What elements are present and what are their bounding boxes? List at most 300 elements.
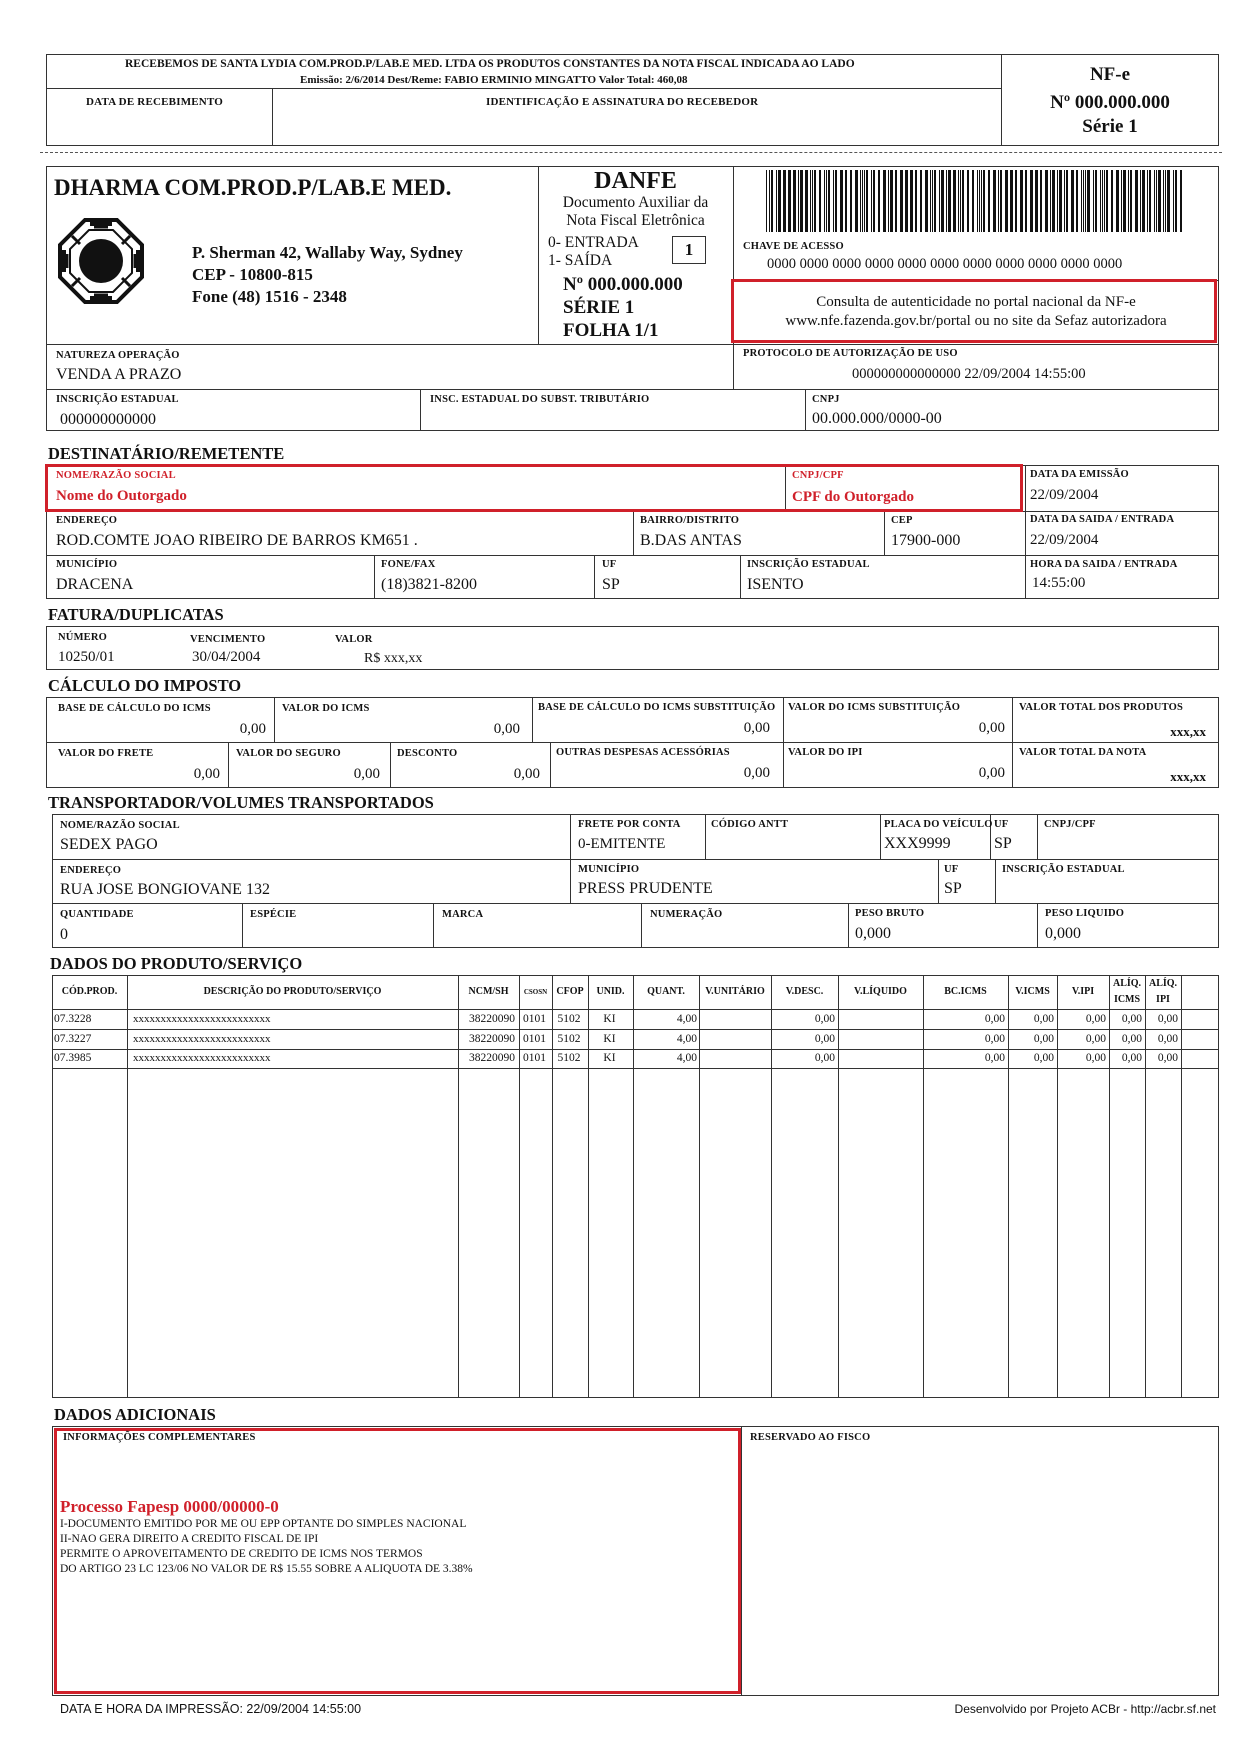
cell-aicms: 0,00 xyxy=(1121,1052,1142,1064)
fatura-numero-value: 10250/01 xyxy=(58,649,115,665)
barcode-bar xyxy=(1175,170,1177,232)
cell-aipi: 0,00 xyxy=(1157,1052,1178,1064)
barcode-bar xyxy=(1140,170,1141,232)
barcode-bar xyxy=(988,170,990,232)
access-key-value: 0000 0000 0000 0000 0000 0000 0000 0000 0000 0000 0000 xyxy=(767,256,1123,272)
barcode-bar xyxy=(771,170,773,232)
canhoto-emission-line: Emissão: 2/6/2014 Dest/Reme: FABIO ERMINIO MINGATTO Valor Total: 460,08 xyxy=(300,74,688,86)
th-csosn: CSOSN xyxy=(523,988,548,996)
barcode-bar xyxy=(845,170,847,232)
transp-end-value: RUA JOSE BONGIOVANE 132 xyxy=(60,881,270,898)
cell-ncm: 38220090 xyxy=(469,1013,515,1025)
cell-vicms: 0,00 xyxy=(1033,1013,1054,1025)
transporte-section-title: TRANSPORTADOR/VOLUMES TRANSPORTADOS xyxy=(48,793,434,812)
transp-qtd-value: 0 xyxy=(60,926,68,943)
barcode-bar xyxy=(981,170,982,232)
barcode-bar xyxy=(977,170,978,232)
barcode-bar xyxy=(1173,170,1174,232)
barcode-bar xyxy=(1158,170,1161,232)
access-key-barcode xyxy=(766,170,1184,232)
cell-ncm: 38220090 xyxy=(469,1032,515,1045)
barcode-bar xyxy=(864,170,865,232)
barcode-bar xyxy=(1167,170,1170,232)
cell-bc: 0,00 xyxy=(984,1052,1005,1064)
cell-qtd: 4,00 xyxy=(676,1052,697,1064)
barcode-bar xyxy=(920,170,922,232)
emitente-name: DHARMA COM.PROD.P/LAB.E MED. xyxy=(54,175,452,200)
dest-municipio-value: DRACENA xyxy=(56,576,134,593)
barcode-bar xyxy=(972,170,974,232)
barcode-bar xyxy=(910,170,913,232)
destinatario-highlight xyxy=(45,464,1023,512)
info-line-2: II-NAO GERA DIREITO A CREDITO FISCAL DE IPI xyxy=(60,1533,319,1545)
transp-cnpj-label: CNPJ/CPF xyxy=(1044,819,1096,830)
barcode-bar xyxy=(866,170,868,232)
th-vunit: V.UNITÁRIO xyxy=(705,986,765,997)
bc-icms-value: 0,00 xyxy=(239,721,266,737)
frete-label: VALOR DO FRETE xyxy=(58,748,154,759)
date-received-field[interactable] xyxy=(48,110,270,144)
cell-un: KI xyxy=(603,1052,616,1064)
barcode-bar xyxy=(1093,170,1094,232)
danfe-subtitle-1: Documento Auxiliar da xyxy=(562,194,709,211)
cell-bc: 0,00 xyxy=(984,1013,1005,1025)
cnpj-label: CNPJ xyxy=(812,394,840,405)
emitente-phone: Fone (48) 1516 - 2348 xyxy=(192,287,347,306)
dest-cnpj-label: CNPJ/CPF xyxy=(792,470,844,481)
barcode-bar xyxy=(895,170,897,232)
th-ncm: NCM/SH xyxy=(468,986,509,997)
barcode-bar xyxy=(890,170,893,232)
barcode-bar xyxy=(1123,170,1126,232)
danfe-tipo: 1 xyxy=(684,240,694,259)
outras-value: 0,00 xyxy=(743,765,770,781)
th-cod: CÓD.PROD. xyxy=(61,986,118,997)
ipi-value: 0,00 xyxy=(978,765,1005,781)
cell-un: KI xyxy=(603,1032,616,1045)
barcode-bar xyxy=(1000,170,1002,232)
emitente-address: P. Sherman 42, Wallaby Way, Sydney xyxy=(192,243,463,262)
cell-vdesc: 0,00 xyxy=(814,1013,835,1025)
dest-saida-label: DATA DA SAIDA / ENTRADA xyxy=(1030,514,1175,525)
barcode-bar xyxy=(769,170,770,232)
transp-numer-label: NUMERAÇÃO xyxy=(650,909,723,920)
dest-cnpj-value: CPF do Outorgado xyxy=(792,489,914,505)
cell-ncm: 38220090 xyxy=(469,1052,515,1064)
barcode-bar xyxy=(1147,170,1148,232)
v-icms-value: 0,00 xyxy=(493,721,520,737)
barcode-bar xyxy=(871,170,872,232)
barcode-bar xyxy=(1020,170,1023,232)
barcode-bar xyxy=(1030,170,1033,232)
barcode-bar xyxy=(1111,170,1113,232)
barcode-bar xyxy=(993,170,996,232)
info-complementares-label: INFORMAÇÕES COMPLEMENTARES xyxy=(63,1432,256,1443)
produtos-section-title: DADOS DO PRODUTO/SERVIÇO xyxy=(50,954,303,973)
transp-nome-value: SEDEX PAGO xyxy=(60,836,158,853)
cell-desc: xxxxxxxxxxxxxxxxxxxxxxxxx xyxy=(133,1013,271,1025)
cell-cod: 07.3227 xyxy=(54,1032,92,1045)
th-aliq-ipi-1: ALÍQ. xyxy=(1148,978,1178,989)
th-aliq-ipi-2: IPI xyxy=(1156,994,1170,1005)
barcode-bar xyxy=(1066,170,1068,232)
barcode-bar xyxy=(1050,170,1051,232)
adicionais-section-title: DADOS ADICIONAIS xyxy=(54,1405,216,1424)
barcode-bar xyxy=(1005,170,1008,232)
transp-frete-value: 0-EMITENTE xyxy=(578,836,666,852)
cell-cfop: 5102 xyxy=(557,1052,581,1064)
seguro-value: 0,00 xyxy=(353,766,380,782)
barcode-bar xyxy=(778,170,781,232)
transp-marca-label: MARCA xyxy=(442,909,484,920)
transp-uf-label: UF xyxy=(994,819,1009,830)
cell-qtd: 4,00 xyxy=(676,1032,697,1045)
barcode-bar xyxy=(812,170,813,232)
barcode-bar xyxy=(1095,170,1097,232)
barcode-bar xyxy=(939,170,940,232)
barcode-bar xyxy=(1071,170,1074,232)
info-complementares-highlight xyxy=(54,1428,741,1694)
barcode-bar xyxy=(824,170,825,232)
canhoto-receipt-text: RECEBEMOS DE SANTA LYDIA COM.PROD.P/LAB.E MED. LTDA OS PRODUTOS CONSTANTES DA NOTA FISCAL INDICADA AO LADO xyxy=(125,58,855,70)
cell-cod: 07.3228 xyxy=(54,1013,92,1025)
barcode-bar xyxy=(915,170,917,232)
dest-cep-label: CEP xyxy=(891,515,913,526)
barcode-bar xyxy=(828,170,830,232)
dest-nome-value: Nome do Outorgado xyxy=(56,488,187,504)
th-vicms: V.ICMS xyxy=(1015,986,1050,997)
cell-vdesc: 0,00 xyxy=(814,1052,835,1064)
danfe-entrada: 0- ENTRADA xyxy=(548,234,639,251)
cell-cod: 07.3985 xyxy=(54,1052,92,1064)
barcode-bar xyxy=(960,170,961,232)
v-nota-value: xxx,xx xyxy=(1170,769,1206,784)
ie-label: INSCRIÇÃO ESTADUAL xyxy=(56,394,179,405)
processo-fapesp: Processo Fapesp 0000/00000-0 xyxy=(60,1497,279,1516)
barcode-bar xyxy=(855,170,858,232)
date-received-label: DATA DE RECEBIMENTO xyxy=(86,96,224,108)
danfe-title: DANFE xyxy=(594,168,677,194)
barcode-bar xyxy=(1106,170,1108,232)
barcode-bar xyxy=(776,170,777,232)
barcode-bar xyxy=(860,170,861,232)
transp-uf2-label: UF xyxy=(944,864,959,875)
th-bcicms: BC.ICMS xyxy=(944,986,987,997)
barcode-bar xyxy=(766,170,767,232)
cell-vicms: 0,00 xyxy=(1033,1032,1054,1045)
transp-end-label: ENDEREÇO xyxy=(60,865,122,876)
v-prod-label: VALOR TOTAL DOS PRODUTOS xyxy=(1019,702,1184,713)
barcode-bar xyxy=(998,170,999,232)
barcode-bar xyxy=(1010,170,1013,232)
ie-st-label: INSC. ESTADUAL DO SUBST. TRIBUTÁRIO xyxy=(430,394,650,405)
protocolo-label: PROTOCOLO DE AUTORIZAÇÃO DE USO xyxy=(743,348,958,359)
frete-value: 0,00 xyxy=(193,766,220,782)
transp-antt-label: CÓDIGO ANTT xyxy=(711,819,789,830)
dest-saida-value: 22/09/2004 xyxy=(1030,532,1099,548)
cell-vipi: 0,00 xyxy=(1085,1032,1106,1045)
barcode-bar xyxy=(1087,170,1090,232)
th-quant: QUANT. xyxy=(647,986,685,997)
fatura-valor-value: R$ xxx,xx xyxy=(364,651,423,666)
barcode-bar xyxy=(983,170,985,232)
transp-pb-label: PESO BRUTO xyxy=(855,908,925,919)
dest-municipio-label: MUNICÍPIO xyxy=(56,559,118,570)
transp-uf-value: SP xyxy=(994,835,1012,852)
info-line-1: I-DOCUMENTO EMITIDO POR ME OU EPP OPTANTE DO SIMPLES NACIONAL xyxy=(60,1518,467,1530)
th-desc: DESCRIÇÃO DO PRODUTO/SERVIÇO xyxy=(203,986,382,997)
fatura-section-title: FATURA/DUPLICATAS xyxy=(48,605,224,624)
reservado-fisco-label: RESERVADO AO FISCO xyxy=(750,1432,871,1443)
cell-aipi: 0,00 xyxy=(1157,1032,1178,1045)
barcode-bar xyxy=(819,170,821,232)
protocolo-value: 000000000000000 22/09/2004 14:55:00 xyxy=(852,366,1086,382)
barcode-bar xyxy=(930,170,931,232)
cell-un: KI xyxy=(603,1013,616,1025)
developer-credit: Desenvolvido por Projeto ACBr - http://acbr.sf.net xyxy=(954,1702,1216,1716)
barcode-bar xyxy=(883,170,886,232)
transp-esp-label: ESPÉCIE xyxy=(250,909,297,920)
danfe-serie: SÉRIE 1 xyxy=(563,297,635,318)
barcode-bar xyxy=(1142,170,1145,232)
cell-aicms: 0,00 xyxy=(1121,1032,1142,1045)
transp-mun-label: MUNICÍPIO xyxy=(578,864,640,875)
barcode-bar xyxy=(826,170,827,232)
barcode-bar xyxy=(840,170,843,232)
info-line-3: PERMITE O APROVEITAMENTO DE CREDITO DE ICMS NOS TERMOS xyxy=(60,1548,423,1560)
dest-uf-value: SP xyxy=(602,576,620,593)
fatura-numero-label: NÚMERO xyxy=(58,632,108,643)
desconto-value: 0,00 xyxy=(513,766,540,782)
dest-bairro-label: BAIRRO/DISTRITO xyxy=(640,515,740,526)
barcode-bar xyxy=(1025,170,1027,232)
cell-desc: xxxxxxxxxxxxxxxxxxxxxxxxx xyxy=(133,1032,271,1045)
cell-desc: xxxxxxxxxxxxxxxxxxxxxxxxx xyxy=(133,1052,271,1064)
barcode-bar xyxy=(862,170,863,232)
consulta-line-2: www.nfe.fazenda.gov.br/portal ou no site da Sefaz autorizadora xyxy=(785,313,1167,329)
consulta-line-1: Consulta de autenticidade no portal nacional da NF-e xyxy=(816,294,1136,310)
cell-csosn: 0101 xyxy=(523,1013,546,1025)
barcode-bar xyxy=(873,170,875,232)
barcode-bar xyxy=(783,170,786,232)
cut-line xyxy=(40,152,1222,153)
transp-pl-label: PESO LIQUIDO xyxy=(1045,908,1125,919)
barcode-bar xyxy=(1116,170,1119,232)
cell-csosn: 0101 xyxy=(523,1032,546,1045)
barcode-bar xyxy=(934,170,936,232)
cell-vipi: 0,00 xyxy=(1085,1013,1106,1025)
th-vipi: V.IPI xyxy=(1071,986,1095,997)
danfe-saida: 1- SAÍDA xyxy=(548,252,613,269)
barcode-bar xyxy=(900,170,903,232)
v-st-label: VALOR DO ICMS SUBSTITUIÇÃO xyxy=(788,702,961,713)
th-vdesc: V.DESC. xyxy=(785,986,824,997)
th-vliq: V.LÍQUIDO xyxy=(854,986,907,997)
barcode-bar xyxy=(1100,170,1101,232)
canhoto-nfe-serie: Série 1 xyxy=(1082,116,1138,137)
barcode-bar xyxy=(941,170,944,232)
canhoto-nfe-number: Nº 000.000.000 xyxy=(1050,92,1170,113)
barcode-bar xyxy=(948,170,951,232)
natureza-value: VENDA A PRAZO xyxy=(56,366,182,383)
barcode-bar xyxy=(788,170,791,232)
bc-icms-label: BASE DE CÁLCULO DO ICMS xyxy=(58,703,211,714)
barcode-bar xyxy=(1045,170,1048,232)
consulta-highlight xyxy=(731,279,1217,343)
barcode-bar xyxy=(798,170,799,232)
barcode-bar xyxy=(953,170,956,232)
dest-bairro-value: B.DAS ANTAS xyxy=(640,532,742,549)
barcode-bar xyxy=(1052,170,1055,232)
transp-ie-label: INSCRIÇÃO ESTADUAL xyxy=(1002,864,1125,875)
barcode-bar xyxy=(878,170,880,232)
barcode-bar xyxy=(888,170,889,232)
cell-bc: 0,00 xyxy=(984,1032,1005,1045)
bc-st-label: BASE DE CÁLCULO DO ICMS SUBSTITUIÇÃO xyxy=(538,702,776,713)
canhoto-nfe-title: NF-e xyxy=(1089,64,1131,85)
cell-vdesc: 0,00 xyxy=(814,1032,835,1045)
cell-csosn: 0101 xyxy=(523,1052,546,1064)
dest-emissao-label: DATA DA EMISSÃO xyxy=(1030,469,1129,480)
destinatario-section-title: DESTINATÁRIO/REMETENTE xyxy=(48,444,285,463)
transp-pb-value: 0,000 xyxy=(855,925,891,942)
danfe-subtitle-2: Nota Fiscal Eletrônica xyxy=(566,212,705,229)
th-cfop: CFOP xyxy=(556,986,584,997)
barcode-bar xyxy=(1057,170,1058,232)
company-logo xyxy=(58,218,144,304)
signature-field[interactable] xyxy=(274,110,999,144)
barcode-bar xyxy=(1064,170,1065,232)
dest-fone-label: FONE/FAX xyxy=(381,559,436,570)
cell-vicms: 0,00 xyxy=(1033,1052,1054,1064)
transp-placa-label: PLACA DO VEÍCULO xyxy=(884,819,993,830)
transp-qtd-label: QUANTIDADE xyxy=(60,909,134,920)
dest-hora-value: 14:55:00 xyxy=(1032,575,1086,591)
fatura-venc-value: 30/04/2004 xyxy=(192,649,261,665)
v-prod-value: xxx,xx xyxy=(1170,724,1206,739)
barcode-bar xyxy=(962,170,964,232)
transp-nome-label: NOME/RAZÃO SOCIAL xyxy=(60,820,180,831)
cell-aipi: 0,00 xyxy=(1157,1013,1178,1025)
barcode-bar xyxy=(1128,170,1129,232)
transp-uf2-value: SP xyxy=(944,880,962,897)
barcode-bar xyxy=(835,170,837,232)
barcode-bar xyxy=(850,170,852,232)
cell-vipi: 0,00 xyxy=(1085,1052,1106,1064)
barcode-bar xyxy=(905,170,908,232)
barcode-bar xyxy=(814,170,816,232)
ie-value: 000000000000 xyxy=(60,411,156,428)
fatura-valor-label: VALOR xyxy=(335,634,373,645)
emitente-cep: CEP - 10800-815 xyxy=(192,265,313,284)
fatura-venc-label: VENCIMENTO xyxy=(190,634,266,645)
barcode-bar xyxy=(793,170,796,232)
v-nota-label: VALOR TOTAL DA NOTA xyxy=(1019,747,1147,758)
barcode-bar xyxy=(946,170,947,232)
barcode-bar xyxy=(1104,170,1105,232)
barcode-bar xyxy=(1165,170,1166,232)
danfe-numero: Nº 000.000.000 xyxy=(563,274,683,295)
signature-label: IDENTIFICAÇÃO E ASSINATURA DO RECEBEDOR xyxy=(486,96,759,108)
outras-label: OUTRAS DESPESAS ACESSÓRIAS xyxy=(556,747,730,758)
dest-cep-value: 17900-000 xyxy=(891,532,961,549)
dest-ie-value: ISENTO xyxy=(747,576,804,593)
barcode-bar xyxy=(1059,170,1062,232)
barcode-bar xyxy=(958,170,959,232)
barcode-bar xyxy=(1121,170,1122,232)
th-unid: UNID. xyxy=(596,986,625,997)
danfe-folha: FOLHA 1/1 xyxy=(563,320,659,341)
dest-endereco-value: ROD.COMTE JOAO RIBEIRO DE BARROS KM651 . xyxy=(56,532,418,549)
v-st-value: 0,00 xyxy=(978,720,1005,736)
barcode-bar xyxy=(1015,170,1017,232)
barcode-bar xyxy=(1156,170,1157,232)
v-icms-label: VALOR DO ICMS xyxy=(282,703,370,714)
dest-emissao-value: 22/09/2004 xyxy=(1030,487,1099,503)
imposto-section-title: CÁLCULO DO IMPOSTO xyxy=(48,676,242,695)
produtos-header-divider xyxy=(52,1009,1219,1010)
ipi-label: VALOR DO IPI xyxy=(788,747,863,758)
cell-cfop: 5102 xyxy=(557,1013,581,1025)
dest-hora-label: HORA DA SAIDA / ENTRADA xyxy=(1030,559,1178,570)
barcode-bar xyxy=(1135,170,1138,232)
cell-qtd: 4,00 xyxy=(676,1013,697,1025)
barcode-bar xyxy=(805,170,808,232)
barcode-bar xyxy=(1149,170,1151,232)
access-key-label: CHAVE DE ACESSO xyxy=(743,241,844,252)
bc-st-value: 0,00 xyxy=(743,720,770,736)
natureza-label: NATUREZA OPERAÇÃO xyxy=(56,350,180,361)
barcode-bar xyxy=(1083,170,1084,232)
info-line-4: DO ARTIGO 23 LC 123/06 NO VALOR DE R$ 15.55 SOBRE A ALIQUOTA DE 3.38% xyxy=(60,1563,473,1575)
th-aliq-icms-1: ALÍQ. xyxy=(1112,978,1142,989)
dest-endereco-label: ENDEREÇO xyxy=(56,515,118,526)
barcode-bar xyxy=(1102,170,1103,232)
barcode-bar xyxy=(979,170,980,232)
barcode-bar xyxy=(925,170,928,232)
barcode-bar xyxy=(833,170,834,232)
transp-mun-value: PRESS PRUDENTE xyxy=(578,880,713,897)
dest-uf-label: UF xyxy=(602,559,617,570)
transp-placa-value: XXX9999 xyxy=(884,835,951,852)
barcode-bar xyxy=(1130,170,1132,232)
desconto-label: DESCONTO xyxy=(397,748,458,759)
barcode-bar xyxy=(810,170,811,232)
barcode-bar xyxy=(800,170,803,232)
cell-aicms: 0,00 xyxy=(1121,1013,1142,1025)
barcode-bar xyxy=(1081,170,1082,232)
barcode-bar xyxy=(932,170,933,232)
barcode-bar xyxy=(1076,170,1078,232)
dest-fone-value: (18)3821-8200 xyxy=(381,576,477,593)
dest-nome-label: NOME/RAZÃO SOCIAL xyxy=(56,470,176,481)
dest-ie-label: INSCRIÇÃO ESTADUAL xyxy=(747,559,870,570)
print-datetime: DATA E HORA DA IMPRESSÃO: 22/09/2004 14:55:00 xyxy=(60,1702,362,1716)
barcode-bar xyxy=(1085,170,1086,232)
barcode-bar xyxy=(1154,170,1155,232)
barcode-bar xyxy=(1180,170,1182,232)
cnpj-value: 00.000.000/0000-00 xyxy=(812,410,942,427)
transp-pl-value: 0,000 xyxy=(1045,925,1081,942)
transp-frete-label: FRETE POR CONTA xyxy=(578,819,681,830)
seguro-label: VALOR DO SEGURO xyxy=(236,748,341,759)
barcode-bar xyxy=(1035,170,1038,232)
th-aliq-icms-2: ICMS xyxy=(1113,994,1141,1005)
barcode-bar xyxy=(1040,170,1042,232)
barcode-bar xyxy=(967,170,969,232)
cell-cfop: 5102 xyxy=(557,1032,581,1045)
barcode-bar xyxy=(1163,170,1164,232)
